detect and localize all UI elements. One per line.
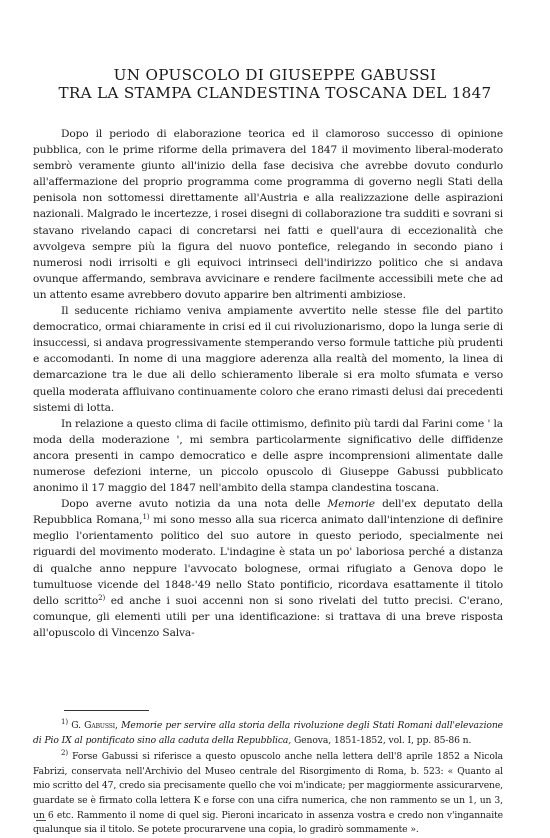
footnotes: [33, 719, 503, 838]
title-line-2: TRA LA STAMPA CLANDESTINA TOSCANA DEL 1847: [58, 84, 492, 102]
footnote-2-text: Forse Gabussi si riferisce a questo opuscolo anche nella lettera dell'8 aprile 1852 a Nicola Fabrizi, conservata nell'Archivio del Museo centrale del Risorgimento di Roma, b. 523: « Quanto al mio scritto del 47, credo sia precisamente quello che voi m'indicate; per maggiormente assicurarvene, guardate se è firmato colla lettera K e forse con una cifra numerica, che non rammento se un 1, un 3, un 6 etc. Rammento il nome di quel sig. Pieroni incaricato in assenza vostra e credo non v'ingannaite qualunque sia il titolo. Se potete procurarvene una copia, lo gradirò sommamente ».: [33, 751, 503, 836]
article-body: [33, 126, 503, 641]
title-line-1: UN OPUSCOLO DI GIUSEPPE GABUSSI: [113, 66, 437, 84]
paragraph-4-part-2: dell'ex deputato della Repubblica Romana,: [33, 498, 503, 527]
footnote-1-author: G. Gabussi,: [71, 720, 118, 731]
footnote-divider: [64, 710, 149, 711]
footnote-ref-1[interactable]: 1): [142, 513, 150, 522]
footnote-ref-2[interactable]: 2): [98, 593, 106, 602]
footnote-1: [33, 719, 503, 748]
paragraph-2: Il seducente richiamo veniva ampiamente avvertito nelle stesse file del partito democratico, ormai chiaramente in crisi ed il cui rivoluzionarismo, dopo la lunga serie di insuccessi, si andava progressivamente stemperando verso formule tattiche più prudenti e accomodanti. In nome di una maggiore aderenza alla realtà del momento, la linea di demarcazione tra le due ali dello schieramento liberale si era molto sfumata e verso quella moderata affluivano continuamente coloro che erano rimasti delusi dai precedenti sistemi di lotta.: [33, 305, 503, 414]
paragraph-1: Dopo il periodo di elaborazione teorica ed il clamoroso successo di opinione pubblica, con le prime riforme della primavera del 1847 il movimento liberal-moderato sembrò veramente giunto all'inizio della fase decisiva che avrebbe dovuto condurlo all'affermazione del proprio programma come programma di governo negli Stati della penisola non sottomessi direttamente all'Austria e alla realizzazione delle aspirazioni nazionali. Malgrado le incertezze, i rosei disegni di collaborazione tra sudditi e sovrani si stavano rivelando capaci di concretarsi nei fatti e quell'aura di eccezionalità che avvolgeva sempre più la figura del nuovo pontefice, relegando in secondo piano i numerosi nodi irrisolti e gli equivoci intrinseci dell'indirizzo politico che si andava ovunque affermando, sembrava avvicinare e rendere facilmente accessibili mete che ad un attento esame avrebbero dovuto apparire ben altrimenti ambiziose.: [33, 128, 503, 301]
paragraph-4: [33, 496, 503, 641]
footnote-2: [33, 750, 503, 838]
page-bottom-mark: [36, 820, 46, 821]
article-title: [30, 66, 520, 102]
paragraph-4-part-1: Dopo averne avuto notizia da una nota delle: [61, 498, 328, 511]
footnote-1-mark: 1): [61, 718, 68, 726]
paragraph-4-part-4: ed anche i suoi accenni non si sono rivelati del tutto precisi. C'erano, comunque, gli elementi utili per una identificazione: si trattava di una breve risposta all'opuscolo di Vincenzo Salva-: [33, 594, 503, 639]
paragraph-3: In relazione a questo clima di facile ottimismo, definito più tardi dal Farini come ' la moda della moderazione ', mi sembra particolarmente significativo delle diffidenze ancora presenti in campo democratico e delle aspre incomprensioni alimentate dalle numerose defezioni interne, un piccolo opuscolo di Giuseppe Gabussi pubblicato anonimo il 17 maggio del 1847 nell'ambito della stampa clandestina toscana.: [33, 417, 503, 495]
footnote-1-rest: Genova, 1851-1852, vol. I, pp. 85-86 n.: [291, 734, 472, 746]
footnote-1-title: Memorie per servire alla storia della rivoluzione degli Stati Romani dall'elevazione di Pio IX al pontificato sino alla caduta della Repubblica,: [33, 720, 504, 746]
paragraph-4-part-3: mi sono messo alla sua ricerca animato dall'intenzione di definire meglio l'orientamento politico del suo autore in questo periodo, specialmente nei riguardi del movimento moderato. L'indagine è stata un po' laboriosa perché a distanza di qualche anno neppure l'avvocato bolognese, ormai rifugiato a Genova dopo le tumultuose vicende del 1848-'49 nello Stato pontificio, ricordava esattamente il titolo dello scritto: [33, 514, 503, 607]
footnote-2-mark: 2): [61, 749, 68, 758]
memorie-title: Memorie: [327, 498, 375, 511]
